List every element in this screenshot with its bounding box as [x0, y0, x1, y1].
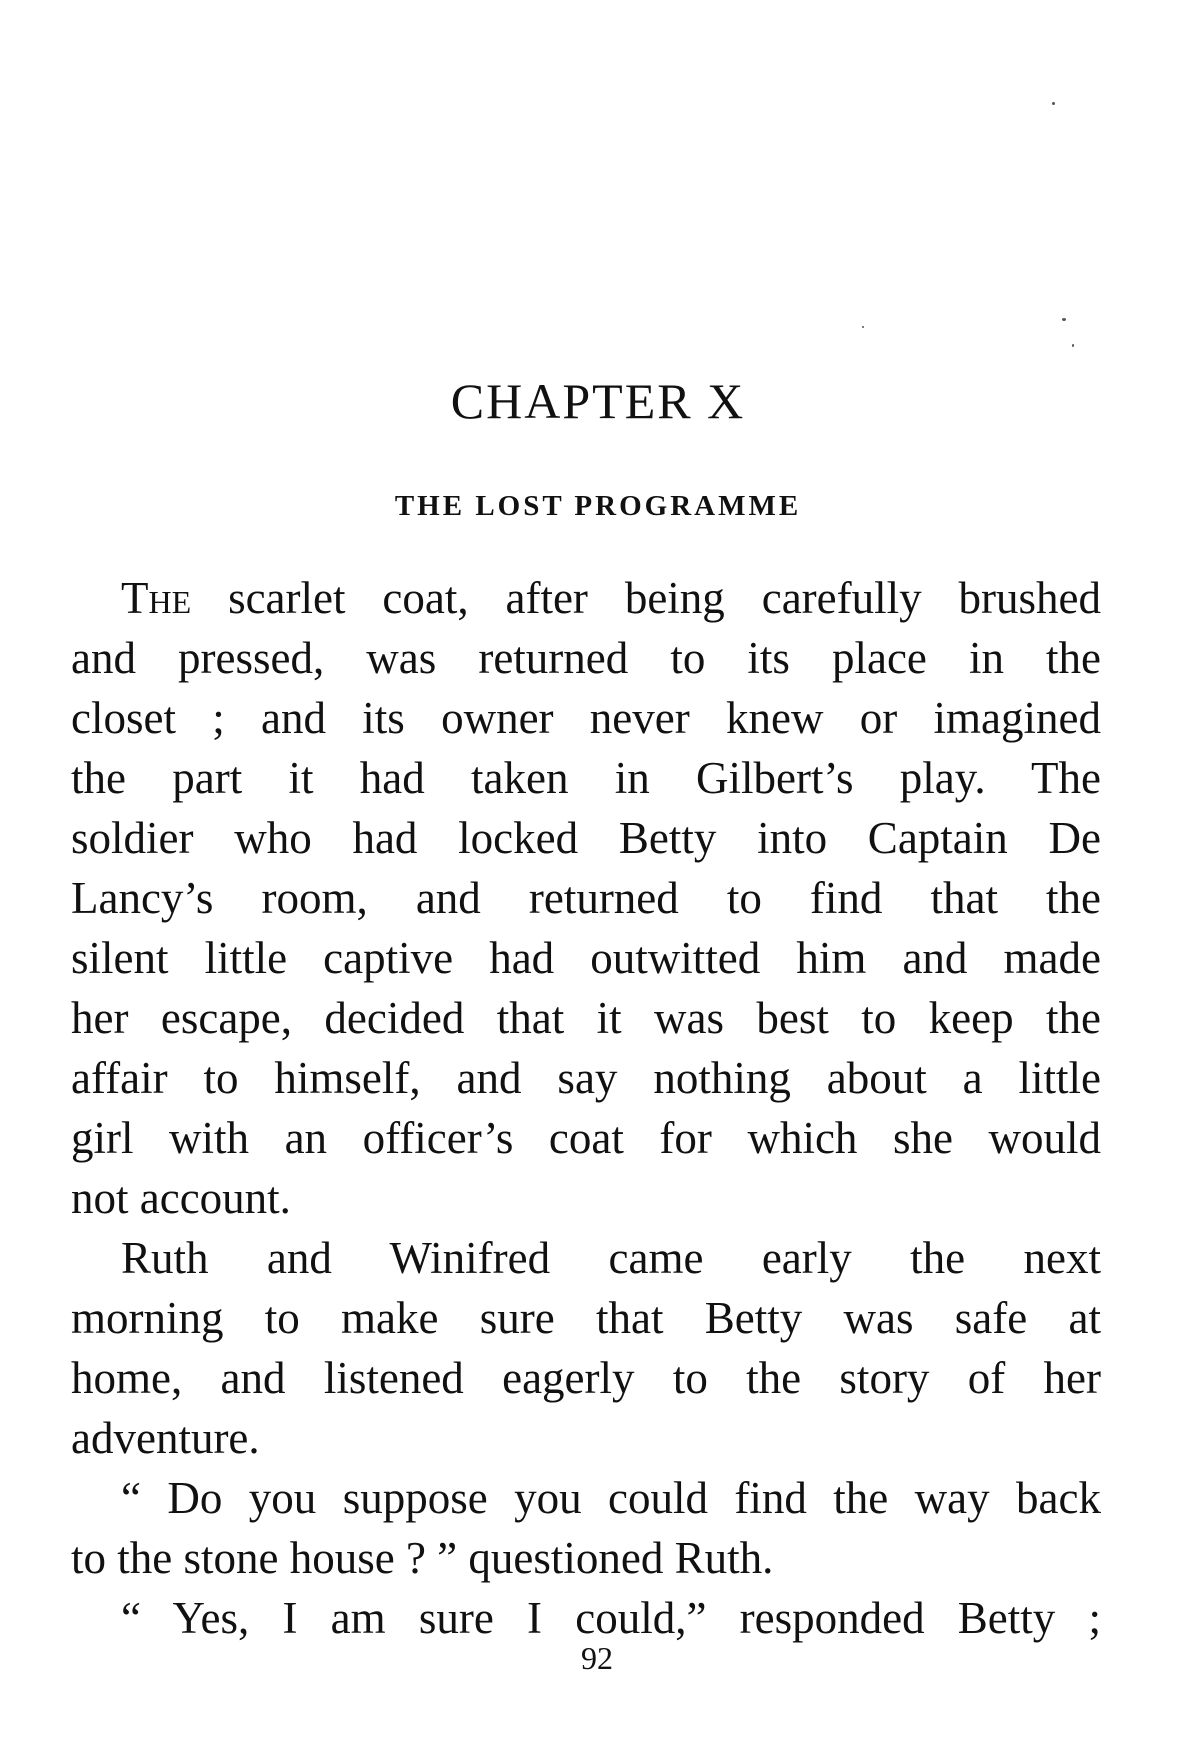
text-line: Lancy’s room, and returned to find that the [71, 873, 1101, 923]
text-line: girl with an officer’s coat for which she would [71, 1113, 1101, 1163]
lead-word: The [121, 573, 192, 623]
text-line: the part it had taken in Gilbert’s play. The [71, 753, 1101, 803]
text-line: “ Yes, I am sure I could,” responded Betty ; [121, 1593, 1101, 1643]
line-text: scarlet coat, after being carefully brushed [191, 573, 1101, 623]
page-number: 92 [581, 1640, 613, 1676]
scan-speck [862, 326, 864, 328]
text-line [71, 568, 1101, 628]
text-line: to the stone house ? ” questioned Ruth. [71, 1533, 774, 1583]
text-line: Ruth and Winifred came early the next [121, 1233, 1101, 1283]
text-line: home, and listened eagerly to the story of her [71, 1353, 1101, 1403]
text-line: soldier who had locked Betty into Captain De [71, 813, 1101, 863]
scan-speck [1072, 344, 1074, 347]
text-line: her escape, decided that it was best to keep the [71, 993, 1101, 1043]
body-text [71, 568, 1101, 1648]
text-line: and pressed, was returned to its place in the [71, 633, 1101, 683]
text-line: silent little captive had outwitted him and made [71, 933, 1101, 983]
text-line: affair to himself, and say nothing about a little [71, 1053, 1101, 1103]
text-line: morning to make sure that Betty was safe at [71, 1293, 1101, 1343]
text-line: adventure. [71, 1413, 260, 1463]
chapter-heading: CHAPTER X [450, 373, 746, 429]
text-line: closet ; and its owner never knew or imagined [71, 693, 1101, 743]
text-line: “ Do you suppose you could find the way back [121, 1473, 1101, 1523]
chapter-title: THE LOST PROGRAMME [394, 490, 802, 522]
scan-speck [1052, 102, 1055, 105]
scan-speck [1062, 318, 1066, 321]
text-line: not account. [71, 1173, 291, 1223]
